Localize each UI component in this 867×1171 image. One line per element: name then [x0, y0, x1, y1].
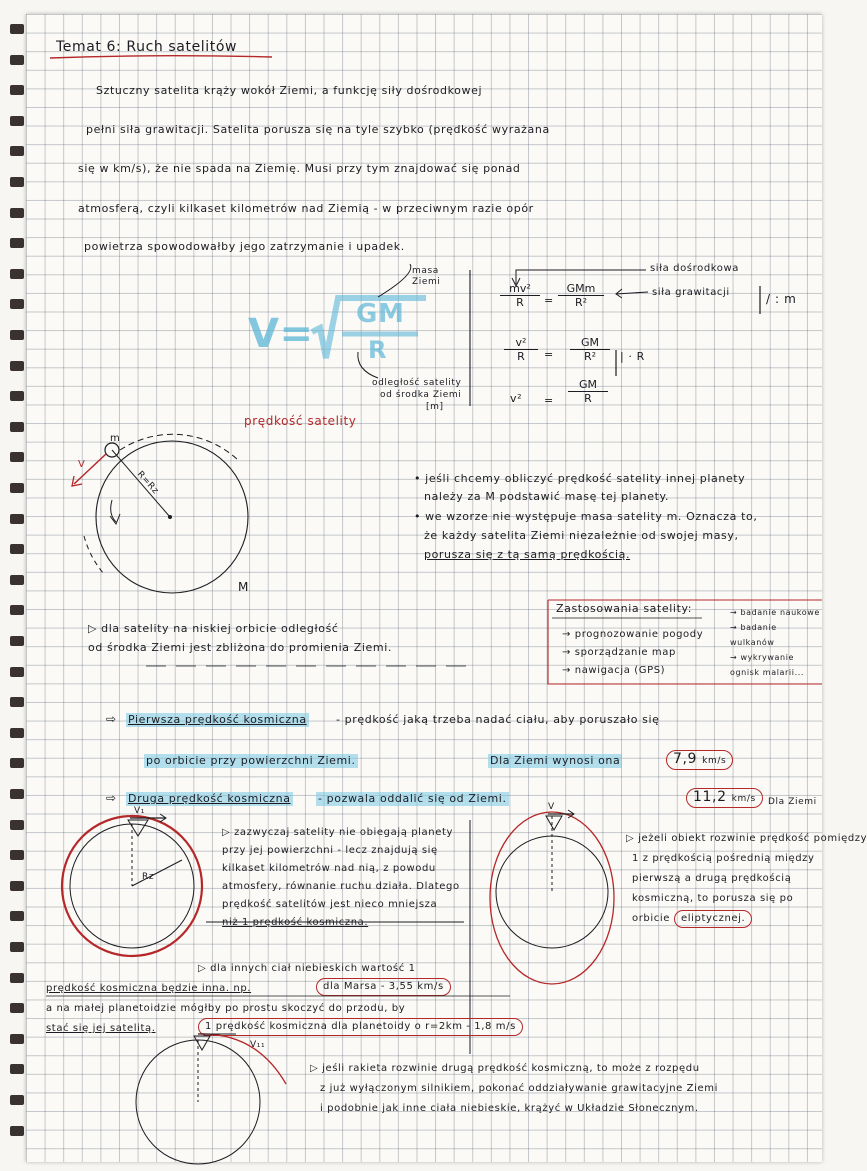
spiral-hole: [10, 55, 24, 65]
note-line: niż 1 prędkość kosmiczna.: [222, 917, 369, 928]
spiral-hole: [10, 575, 24, 585]
diagram1-velocity-label: V: [78, 459, 86, 470]
intro-line: pełni siła grawitacji. Satelita porusza się na tyle szybko (prędkość wyrażana: [86, 123, 550, 136]
note-line: stać się jej satelitą.: [46, 1023, 156, 1034]
note-line: atmosfery, równanie ruchu działa. Dlatego: [222, 881, 460, 892]
eq3-left: v²: [510, 392, 523, 405]
spiral-hole: [10, 636, 24, 646]
spiral-hole: [10, 422, 24, 432]
first-cosmic-definition: - prędkość jaką trzeba nadać ciału, aby poruszało się: [336, 713, 660, 726]
spiral-hole: [10, 820, 24, 830]
planetoid-value: 1 prędkość kosmiczna dla planetoidy o r=2km - 1,8 m/s: [198, 1018, 523, 1036]
eq2-right-den: R²: [583, 350, 597, 363]
eq2-right-num: GM: [570, 336, 610, 350]
formula-numerator: GM: [356, 299, 405, 329]
spiral-hole: [10, 514, 24, 524]
note-line: z już wyłączonym silnikiem, pokonać oddziaływanie grawitacyjne Ziemi: [320, 1083, 718, 1094]
uses-side-item: ognisk malarii...: [730, 668, 804, 677]
spiral-hole: [10, 728, 24, 738]
spiral-hole: [10, 697, 24, 707]
diagram2-velocity-label: V₁: [134, 806, 145, 816]
spiral-hole: [10, 544, 24, 554]
spiral-hole: [10, 850, 24, 860]
diagram4-velocity-label: V₁₁: [250, 1040, 266, 1050]
elliptical-highlight: eliptycznej.: [674, 910, 752, 928]
spiral-hole: [10, 391, 24, 401]
spiral-hole: [10, 208, 24, 218]
first-cosmic-line2b: Dla Ziemi wynosi ona: [490, 754, 621, 767]
note-line: przy jej powierzchni - lecz znajdują się: [222, 845, 438, 856]
note-line: 1 z prędkością pośrednią między: [632, 853, 815, 864]
spiral-hole: [10, 605, 24, 615]
eq2-operation: | · R: [620, 350, 645, 363]
note-line: kosmiczną, to porusza się po: [632, 893, 794, 904]
spiral-hole: [10, 1034, 24, 1044]
second-cosmic-arrow: ⇨: [106, 791, 117, 805]
note-line: a na małej planetoidzie mógłby po prostu skoczyć do przodu, by: [46, 1003, 406, 1014]
spiral-hole: [10, 299, 24, 309]
spiral-hole: [10, 269, 24, 279]
spiral-hole: [10, 881, 24, 891]
uses-side-item: → wykrywanie: [730, 653, 795, 662]
uses-item: → nawigacja (GPS): [562, 665, 666, 676]
eq1-left-num: mv²: [500, 282, 540, 296]
eq1-left-den: R: [516, 296, 524, 309]
intro-line: atmosferą, czyli kilkaset kilometrów nad Ziemią - w przeciwnym razie opór: [78, 202, 534, 215]
spiral-hole: [10, 483, 24, 493]
spiral-hole: [10, 116, 24, 126]
spiral-hole: [10, 452, 24, 462]
spiral-hole: [10, 177, 24, 187]
uses-header: Zastosowania satelity:: [556, 602, 693, 615]
eq1-right-den: R²: [574, 296, 588, 309]
diagram1-satellite-mass: m: [110, 433, 121, 444]
spiral-hole: [10, 789, 24, 799]
orbit-diagram-4: [26, 14, 822, 1162]
spiral-hole: [10, 146, 24, 156]
note-line: ▷ jeżeli obiekt rozwinie prędkość pomiędzy: [626, 833, 867, 844]
second-cosmic-tail: Dla Ziemi: [768, 797, 817, 807]
distance-unit: [m]: [426, 402, 444, 412]
note-line: ▷ zazwyczaj satelity nie obiegają planety: [222, 827, 453, 838]
eq3-right-num: GM: [568, 378, 608, 392]
note-line: • we wzorze nie występuje masa satelity m. Oznacza to,: [414, 510, 758, 523]
mass-annotation: masa Ziemi: [412, 266, 441, 287]
eq3-right-den: R: [584, 392, 592, 405]
second-cosmic-number: 11,2: [693, 789, 727, 805]
uses-item: → prognozowanie pogody: [562, 629, 704, 640]
spiral-hole: [10, 1126, 24, 1136]
eq1-equals: =: [544, 294, 554, 307]
diagram1-radius-label: R=Rz: [134, 469, 161, 497]
second-cosmic-definition: - pozwala oddalić się od Ziemi.: [318, 792, 507, 805]
spiral-hole: [10, 667, 24, 677]
note-line: prędkość kosmiczna będzie inna. np.: [46, 983, 252, 994]
second-cosmic-label: Druga prędkość kosmiczna: [128, 792, 291, 805]
eq1-right-num: GMm: [558, 282, 604, 296]
note-line: orbicie: [632, 913, 670, 924]
note-line: prędkość satelitów jest nieco mniejsza: [222, 899, 438, 910]
first-cosmic-number: 7,9: [673, 751, 698, 767]
diagram2-radius-label: Rz: [142, 872, 155, 882]
spiral-hole: [10, 942, 24, 952]
note-line: ▷ jeśli rakieta rozwinie drugą prędkość kosmiczną, to może z rozpędu: [310, 1063, 700, 1074]
note-line: • jeśli chcemy obliczyć prędkość satelity innej planety: [414, 472, 746, 485]
notebook-page: [26, 14, 867, 1162]
spiral-hole: [10, 1064, 24, 1074]
eq2-left-num: v²: [504, 336, 538, 350]
centripetal-label: siła dośrodkowa: [650, 263, 740, 274]
spiral-hole: [10, 758, 24, 768]
distance-annotation: odległość satelity: [372, 378, 462, 388]
diagram1-earth-mass: M: [238, 580, 249, 594]
notebook-spiral: [4, 14, 26, 1154]
eq2-left-den: R: [517, 350, 525, 363]
note-line: że każdy satelita Ziemi niezależnie od swojej masy,: [424, 529, 739, 542]
first-cosmic-arrow: ⇨: [106, 712, 117, 726]
first-cosmic-line2: po orbicie przy powierzchni Ziemi.: [146, 754, 356, 767]
note-line: ▷ dla innych ciał niebieskich wartość 1: [198, 963, 416, 974]
page-title: Temat 6: Ruch satelitów: [56, 39, 238, 55]
uses-side-item: → badanie naukowe: [730, 608, 820, 617]
low-orbit-note: od środka Ziemi jest zbliżona do promienia Ziemi.: [88, 641, 392, 654]
spiral-hole: [10, 330, 24, 340]
spiral-hole: [10, 238, 24, 248]
spiral-hole: [10, 973, 24, 983]
spiral-hole: [10, 911, 24, 921]
note-line: należy za M podstawić masę tej planety.: [424, 490, 670, 503]
uses-side-item: wulkanów: [730, 638, 775, 647]
spiral-hole: [10, 361, 24, 371]
diagram3-velocity-label: V: [548, 802, 555, 812]
eq1-operation: / : m: [766, 292, 797, 306]
formula-denominator: R: [368, 336, 388, 364]
spiral-hole: [10, 1003, 24, 1013]
distance-annotation: od środka Ziemi: [380, 390, 462, 400]
first-cosmic-unit: km/s: [702, 756, 727, 766]
intro-line: powietrza spowodowałby jego zatrzymanie i upadek.: [84, 240, 405, 253]
uses-side-item: → badanie: [730, 623, 777, 632]
second-cosmic-unit: km/s: [731, 794, 756, 804]
eq2-equals: =: [544, 348, 554, 361]
intro-line: się w km/s), że nie spada na Ziemię. Musi przy tym znajdować się ponad: [78, 162, 521, 175]
low-orbit-note: ▷ dla satelity na niskiej orbicie odległość: [88, 622, 339, 635]
spiral-hole: [10, 24, 24, 34]
gravity-label: siła grawitacji: [652, 287, 730, 298]
spiral-hole: [10, 85, 24, 95]
note-line: porusza się z tą samą prędkością.: [424, 548, 631, 561]
spiral-hole: [10, 1095, 24, 1105]
formula-caption: prędkość satelity: [244, 414, 357, 428]
note-line: i podobnie jak inne ciała niebieskie, krążyć w Układzie Słonecznym.: [320, 1103, 699, 1114]
first-cosmic-label: Pierwsza prędkość kosmiczna: [128, 713, 307, 726]
mars-value: dla Marsa - 3,55 km/s: [316, 978, 451, 996]
eq3-equals: =: [544, 394, 554, 407]
intro-line: Sztuczny satelita krąży wokół Ziemi, a funkcję siły dośrodkowej: [96, 84, 483, 97]
note-line: pierwszą a drugą prędkością: [632, 873, 792, 884]
velocity-formula-v: V=: [248, 311, 314, 357]
uses-item: → sporządzanie map: [562, 647, 676, 658]
note-line: kilkaset kilometrów nad nią, z powodu: [222, 863, 436, 874]
